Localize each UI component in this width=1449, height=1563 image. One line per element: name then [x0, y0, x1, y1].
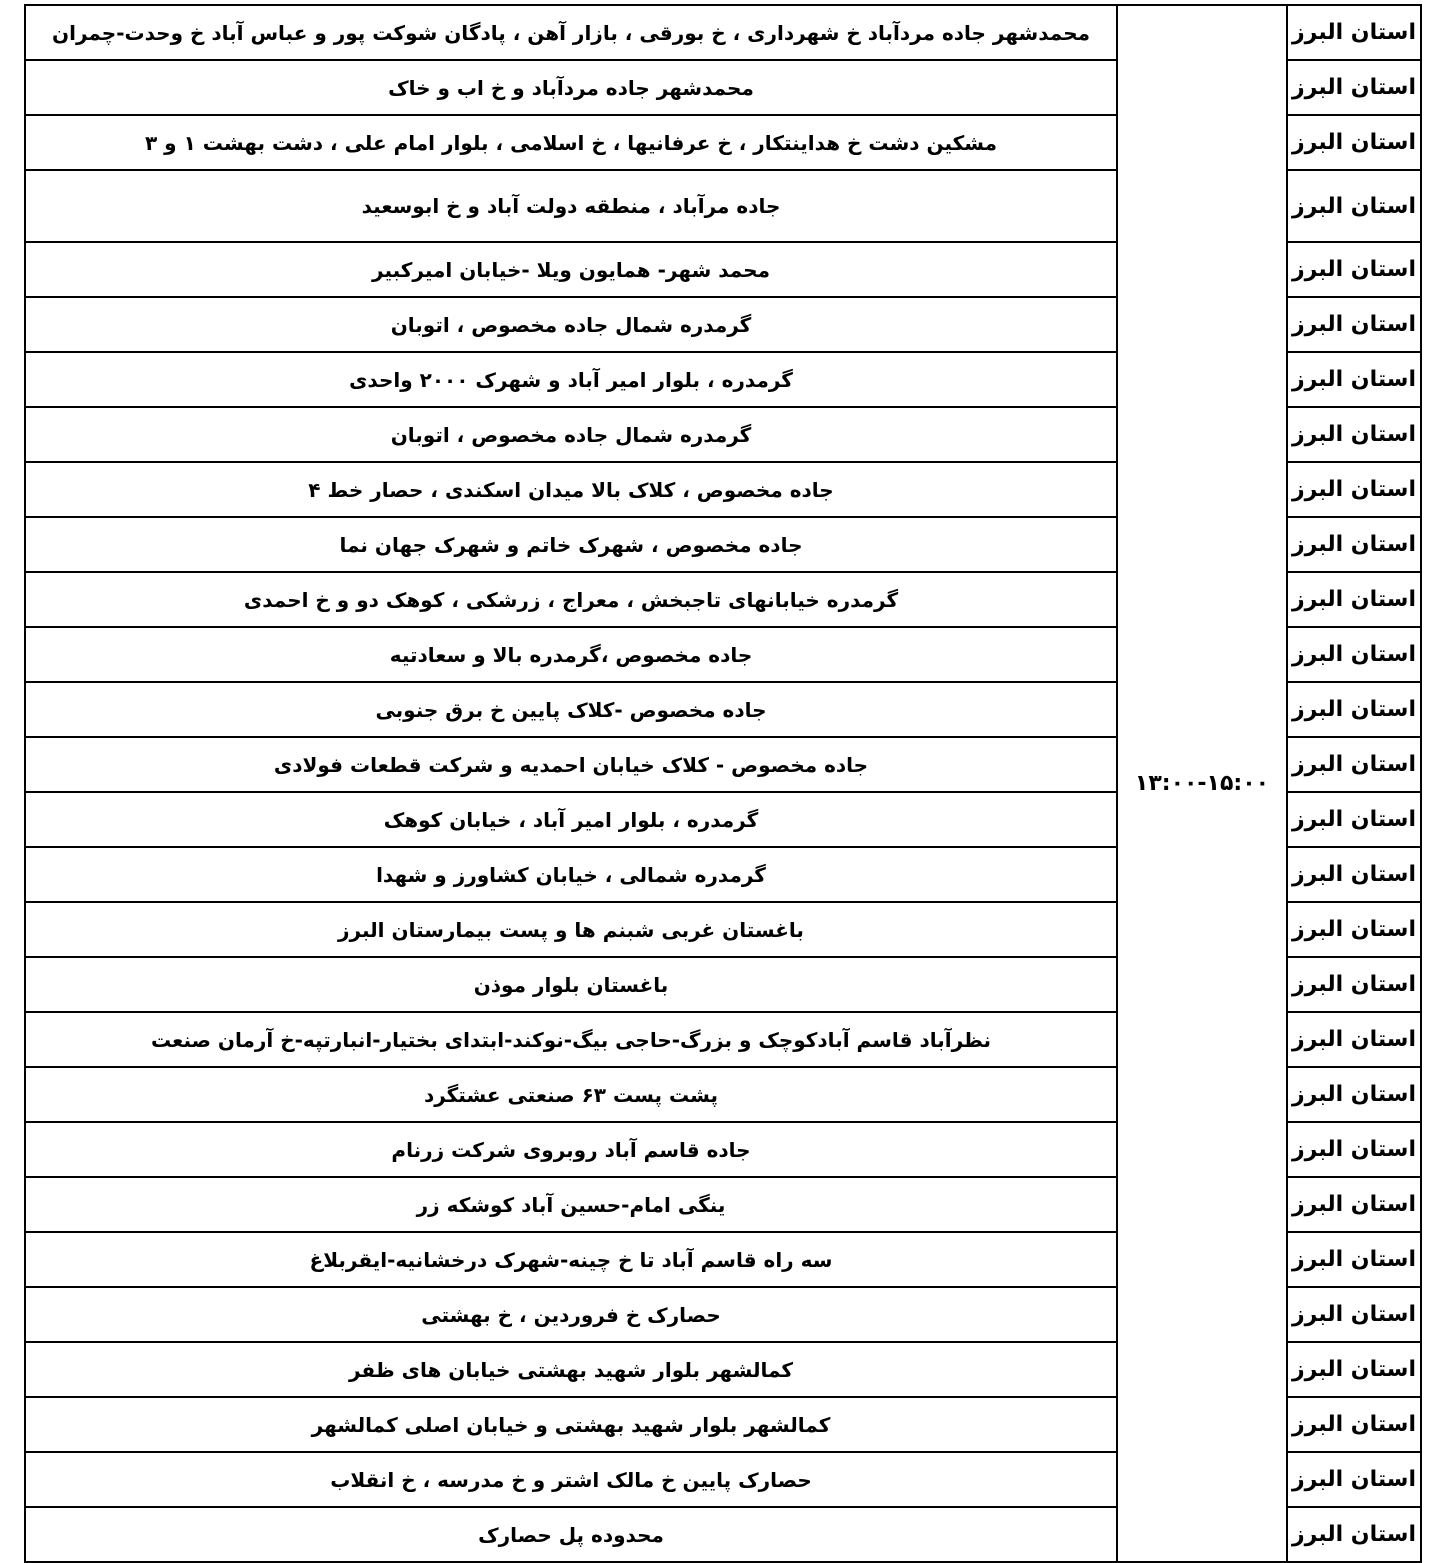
- province-cell: استان البرز: [1287, 1342, 1421, 1397]
- area-cell: جاده مخصوص -کلاک پایین خ برق جنوبی: [25, 682, 1117, 737]
- area-cell: جاده مخصوص ، کلاک بالا میدان اسکندی ، حصار خط ۴: [25, 462, 1117, 517]
- area-cell: گرمدره ، بلوار امیر آباد ، خیابان کوهک: [25, 792, 1117, 847]
- province-cell: استان البرز: [1287, 407, 1421, 462]
- province-cell: استان البرز: [1287, 1177, 1421, 1232]
- area-cell: گرمدره ، بلوار امیر آباد و شهرک ۲۰۰۰ واحدی: [25, 352, 1117, 407]
- area-cell: کمالشهر بلوار شهید بهشتی و خیابان اصلی کمالشهر: [25, 1397, 1117, 1452]
- area-cell: گرمدره خیابانهای تاجبخش ، معراج ، زرشکی ، کوهک دو و خ احمدی: [25, 572, 1117, 627]
- province-cell: استان البرز: [1287, 5, 1421, 60]
- area-cell: باغستان غربی شبنم ها و پست بیمارستان البرز: [25, 902, 1117, 957]
- area-cell: کمالشهر بلوار شهید بهشتی خیابان های ظفر: [25, 1342, 1117, 1397]
- area-cell: محمد شهر- همایون ویلا -خیابان امیرکبیر: [25, 242, 1117, 297]
- province-cell: استان البرز: [1287, 792, 1421, 847]
- province-cell: استان البرز: [1287, 957, 1421, 1012]
- area-cell: جاده قاسم آباد روبروی شرکت زرنام: [25, 1122, 1117, 1177]
- area-cell: سه راه قاسم آباد تا خ چینه-شهرک درخشانیه-ایقربلاغ: [25, 1232, 1117, 1287]
- province-cell: استان البرز: [1287, 1067, 1421, 1122]
- area-cell: نظرآباد قاسم آبادکوچک و بزرگ-حاجی بیگ-نوکند-ابتدای بختیار-انبارتپه-خ آرمان صنعت: [25, 1012, 1117, 1067]
- province-cell: استان البرز: [1287, 1232, 1421, 1287]
- province-cell: استان البرز: [1287, 1287, 1421, 1342]
- time-range-cell: ۱۳:۰۰-۱۵:۰۰: [1117, 5, 1287, 1562]
- province-cell: استان البرز: [1287, 170, 1421, 242]
- province-cell: استان البرز: [1287, 572, 1421, 627]
- province-cell: استان البرز: [1287, 352, 1421, 407]
- area-cell: جاده مرآباد ، منطقه دولت آباد و خ ابوسعید: [25, 170, 1117, 242]
- province-cell: استان البرز: [1287, 1122, 1421, 1177]
- area-cell: باغستان بلوار موذن: [25, 957, 1117, 1012]
- area-cell: ینگی امام-حسین آباد کوشکه زر: [25, 1177, 1117, 1232]
- area-cell: مشکین دشت خ هداینتکار ، خ عرفانیها ، خ اسلامی ، بلوار امام علی ، دشت بهشت ۱ و ۳: [25, 115, 1117, 170]
- province-cell: استان البرز: [1287, 682, 1421, 737]
- area-cell: پشت پست ۶۳ صنعتی عشتگرد: [25, 1067, 1117, 1122]
- province-cell: استان البرز: [1287, 517, 1421, 572]
- province-cell: استان البرز: [1287, 60, 1421, 115]
- table-row: [25, 5, 1421, 60]
- area-cell: محمدشهر جاده مردآباد و خ اب و خاک: [25, 60, 1117, 115]
- province-cell: استان البرز: [1287, 737, 1421, 792]
- province-cell: استان البرز: [1287, 1397, 1421, 1452]
- area-cell: گرمدره شمال جاده مخصوص ، اتوبان: [25, 297, 1117, 352]
- province-cell: استان البرز: [1287, 627, 1421, 682]
- outage-schedule-table: [24, 4, 1422, 1563]
- area-cell: محمدشهر جاده مردآباد خ شهرداری ، خ بورقی ، بازار آهن ، پادگان شوکت پور و عباس آباد خ وحدت-چمران: [25, 5, 1117, 60]
- area-cell: حصارک پایین خ مالک اشتر و خ مدرسه ، خ انقلاب: [25, 1452, 1117, 1507]
- province-cell: استان البرز: [1287, 462, 1421, 517]
- province-cell: استان البرز: [1287, 297, 1421, 352]
- province-cell: استان البرز: [1287, 847, 1421, 902]
- area-cell: جاده مخصوص ،گرمدره بالا و سعادتیه: [25, 627, 1117, 682]
- area-cell: جاده مخصوص ، شهرک خاتم و شهرک جهان نما: [25, 517, 1117, 572]
- province-cell: استان البرز: [1287, 1012, 1421, 1067]
- province-cell: استان البرز: [1287, 1507, 1421, 1562]
- area-cell: محدوده پل حصارک: [25, 1507, 1117, 1562]
- area-cell: گرمدره شمال جاده مخصوص ، اتوبان: [25, 407, 1117, 462]
- province-cell: استان البرز: [1287, 902, 1421, 957]
- area-cell: حصارک خ فروردین ، خ بهشتی: [25, 1287, 1117, 1342]
- province-cell: استان البرز: [1287, 1452, 1421, 1507]
- province-cell: استان البرز: [1287, 242, 1421, 297]
- area-cell: جاده مخصوص - کلاک خیابان احمدیه و شرکت قطعات فولادی: [25, 737, 1117, 792]
- area-cell: گرمدره شمالی ، خیابان کشاورز و شهدا: [25, 847, 1117, 902]
- table-body: [25, 5, 1421, 1562]
- province-cell: استان البرز: [1287, 115, 1421, 170]
